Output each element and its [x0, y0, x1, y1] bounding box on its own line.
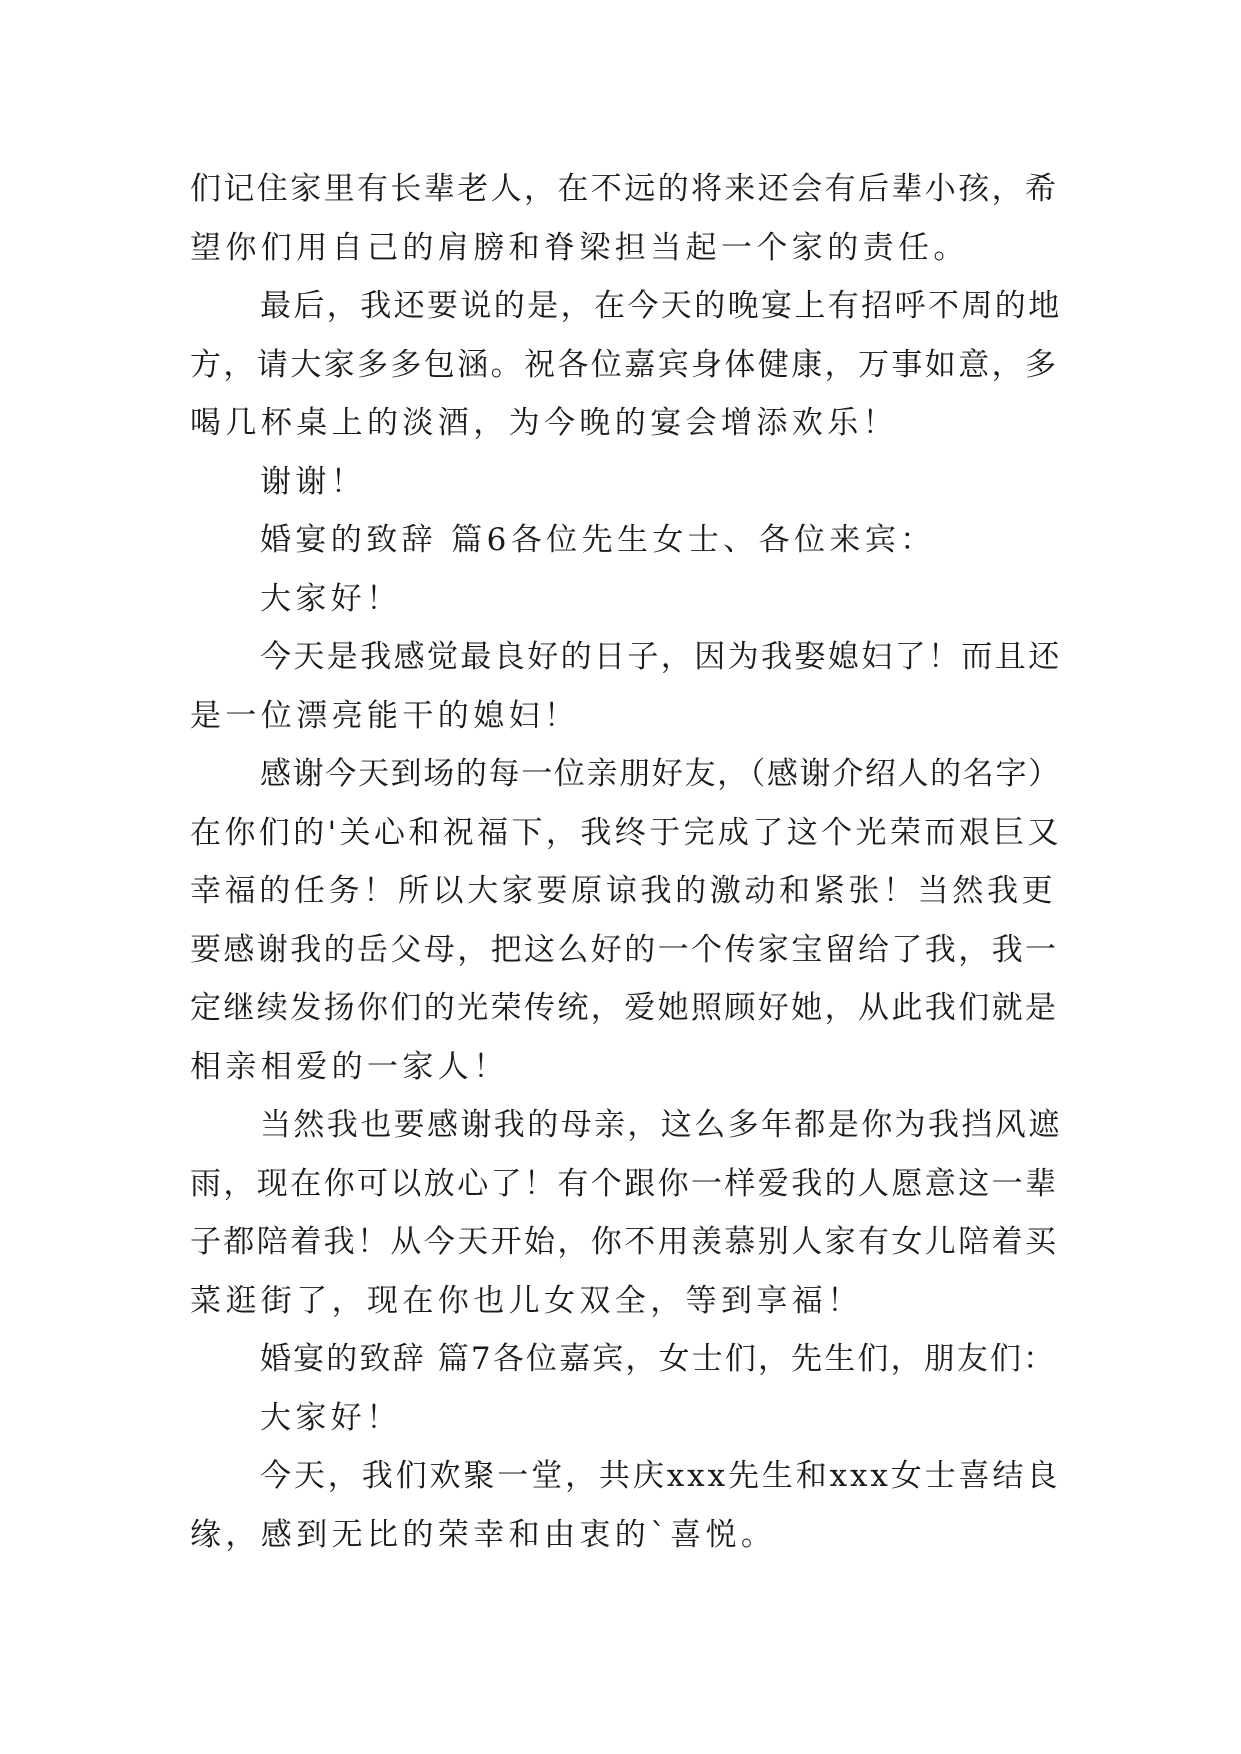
text-line: 子都陪着我！从今天开始，你不用羡慕别人家有女儿陪着买 [190, 1224, 1059, 1260]
text-line: 今天，我们欢聚一堂，共庆xxx先生和xxx女士喜结良 [260, 1458, 1061, 1494]
text-line: 在你们的'关心和祝福下，我终于完成了这个光荣而艰巨又 [190, 814, 1062, 851]
text-line: 喝几杯桌上的淡酒，为今晚的宴会增添欢乐！ [190, 405, 898, 441]
text-line: 幸福的任务！所以大家要原谅我的激动和紧张！当然我更 [190, 873, 1057, 909]
section-heading: 婚宴的致辞 篇7各位嘉宾，女士们，先生们，朋友们： [260, 1341, 1057, 1377]
text-line: 定继续发扬你们的光荣传统，爱她照顾好她，从此我们就是 [190, 990, 1059, 1026]
text-line: 感谢今天到场的每一位亲朋好友，（感谢介绍人的名字） [260, 756, 1061, 792]
text-line: 大家好！ [260, 580, 402, 617]
section-heading: 婚宴的致辞 篇6各位先生女士、各位来宾： [260, 522, 936, 558]
text-line: 望你们用自己的肩膀和脊梁担当起一个家的责任。 [190, 229, 969, 266]
text-line: 是一位漂亮能干的媳妇！ [190, 697, 580, 734]
text-line: 缘，感到无比的荣幸和由衷的`喜悦。 [190, 1516, 777, 1553]
text-line: 当然我也要感谢我的母亲，这么多年都是你为我挡风遮 [260, 1107, 1062, 1143]
text-line: 菜逛街了，现在你也儿女双全，等到享福！ [190, 1282, 863, 1319]
text-line: 要感谢我的岳父母，把这么好的一个传家宝留给了我，我一 [190, 931, 1059, 968]
text-line: 雨，现在你可以放心了！有个跟你一样爱我的人愿意这一辈 [190, 1165, 1059, 1202]
document-body [190, 160, 1062, 1564]
text-line: 谢谢！ [260, 463, 367, 500]
text-line: 今天是我感觉最良好的日子，因为我娶媳妇了！而且还 [260, 639, 1062, 675]
text-line: 相亲相爱的一家人！ [190, 1048, 509, 1085]
text-line: 们记住家里有长辈老人，在不远的将来还会有后辈小孩，希 [190, 171, 1059, 207]
text-line: 方，请大家多多包涵。祝各位嘉宾身体健康，万事如意，多 [190, 346, 1059, 383]
text-line: 最后，我还要说的是，在今天的晚宴上有招呼不周的地 [260, 288, 1062, 324]
text-line: 大家好！ [260, 1399, 402, 1436]
